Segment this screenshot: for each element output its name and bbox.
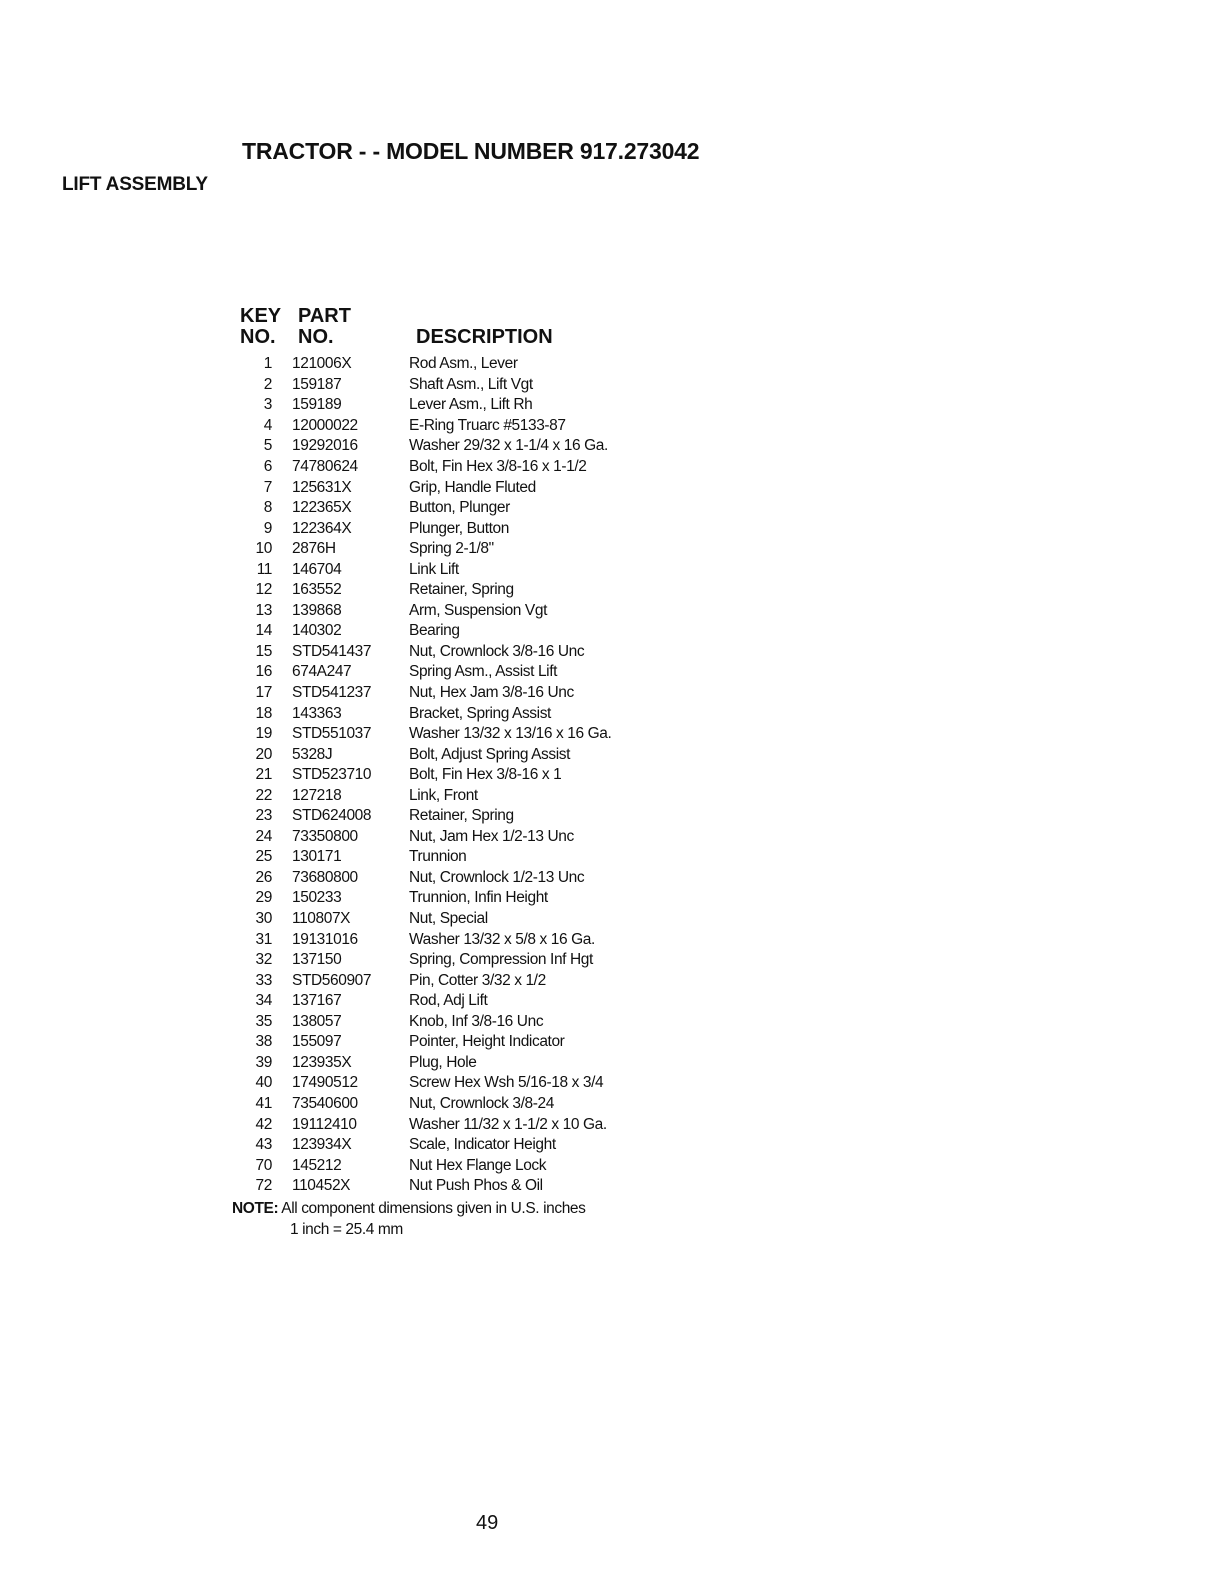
table-row xyxy=(236,868,796,889)
table-row xyxy=(236,847,796,868)
part-number: 150233 xyxy=(292,889,342,907)
part-description: Nut, Crownlock 3/8-24 xyxy=(409,1094,554,1112)
part-description: Washer 11/32 x 1-1/2 x 10 Ga. xyxy=(409,1115,607,1133)
column-header-description: DESCRIPTION xyxy=(416,326,553,348)
page-number: 49 xyxy=(476,1512,499,1534)
part-number: 121006X xyxy=(292,355,352,373)
key-number: 6 xyxy=(263,458,272,475)
part-number: STD523710 xyxy=(292,766,372,784)
part-number: 123934X xyxy=(292,1136,352,1154)
part-description: Nut, Jam Hex 1/2-13 Unc xyxy=(409,827,574,845)
key-number: 13 xyxy=(255,601,272,619)
key-number: 32 xyxy=(255,951,272,969)
key-number: 20 xyxy=(255,745,272,763)
part-number: STD541437 xyxy=(292,642,372,660)
part-number: 73680800 xyxy=(292,868,358,886)
part-number: 674A247 xyxy=(292,663,352,681)
key-number: 38 xyxy=(255,1033,272,1051)
key-number: 34 xyxy=(255,992,272,1010)
part-description: Scale, Indicator Height xyxy=(409,1136,556,1154)
key-number: 14 xyxy=(255,622,272,640)
table-row xyxy=(236,806,796,827)
table-row xyxy=(236,559,796,580)
table-row xyxy=(236,991,796,1012)
part-description: Bolt, Fin Hex 3/8-16 x 1 xyxy=(409,766,562,784)
part-description: Bracket, Spring Assist xyxy=(409,704,551,722)
part-description: Bolt, Fin Hex 3/8-16 x 1-1/2 xyxy=(409,458,587,475)
part-number: 143363 xyxy=(292,704,342,722)
part-number: 73540600 xyxy=(292,1094,358,1112)
part-number: 137150 xyxy=(292,951,342,969)
table-row xyxy=(236,785,796,806)
part-number: 110452X xyxy=(292,1177,351,1195)
key-number: 8 xyxy=(263,499,272,517)
part-number: 137167 xyxy=(292,992,342,1010)
part-number: 2876H xyxy=(292,540,336,558)
key-number: 40 xyxy=(255,1074,272,1092)
part-description: Rod, Adj Lift xyxy=(409,992,488,1010)
part-description: Washer 13/32 x 13/16 x 16 Ga. xyxy=(409,725,612,743)
part-description: Retainer, Spring xyxy=(409,581,514,599)
table-row xyxy=(236,416,796,437)
note xyxy=(232,1200,586,1218)
part-number: STD541237 xyxy=(292,684,372,702)
table-row xyxy=(236,457,796,478)
key-number: 3 xyxy=(263,396,272,414)
key-number: 21 xyxy=(255,766,272,784)
table-row xyxy=(236,539,796,560)
part-description: Lever Asm., Lift Rh xyxy=(409,396,533,414)
part-number: 145212 xyxy=(292,1156,342,1174)
key-number: 43 xyxy=(255,1136,272,1154)
part-number: STD551037 xyxy=(292,725,372,743)
part-number: 122364X xyxy=(292,519,352,537)
table-row xyxy=(236,436,796,457)
part-description: Screw Hex Wsh 5/16-18 x 3/4 xyxy=(409,1074,604,1092)
column-header-part-line1: PART xyxy=(298,305,351,327)
part-description: Bolt, Adjust Spring Assist xyxy=(409,745,571,763)
part-number: 74780624 xyxy=(292,458,358,475)
part-number: 140302 xyxy=(292,622,342,640)
part-description: Retainer, Spring xyxy=(409,807,514,825)
key-number: 72 xyxy=(255,1177,272,1195)
part-number: 127218 xyxy=(292,786,342,804)
part-number: 19131016 xyxy=(292,930,358,948)
key-number: 7 xyxy=(263,478,272,496)
part-description: Nut Push Phos & Oil xyxy=(409,1177,543,1195)
table-row xyxy=(236,970,796,991)
key-number: 35 xyxy=(255,1012,272,1030)
key-number: 5 xyxy=(263,437,272,455)
table-row xyxy=(236,1012,796,1033)
table-row xyxy=(236,1155,796,1176)
part-number: 159187 xyxy=(292,375,342,393)
key-number: 70 xyxy=(255,1156,272,1174)
part-description: Rod Asm., Lever xyxy=(409,355,518,373)
key-number: 1 xyxy=(263,355,272,373)
table-row xyxy=(236,765,796,786)
key-number: 4 xyxy=(263,416,272,434)
table-row xyxy=(236,929,796,950)
key-number: 10 xyxy=(255,540,272,558)
part-description: Nut, Crownlock 1/2-13 Unc xyxy=(409,868,585,886)
part-description: Shaft Asm., Lift Vgt xyxy=(409,375,533,393)
part-description: Button, Plunger xyxy=(409,499,510,517)
part-description: Arm, Suspension Vgt xyxy=(409,601,548,619)
part-description: Nut, Crownlock 3/8-16 Unc xyxy=(409,642,585,660)
part-description: Link, Front xyxy=(409,786,478,804)
key-number: 16 xyxy=(255,663,272,681)
part-number: 155097 xyxy=(292,1033,342,1051)
part-number: 110807X xyxy=(292,910,351,928)
key-number: 30 xyxy=(255,910,272,928)
key-number: 31 xyxy=(255,930,272,948)
key-number: 17 xyxy=(255,684,272,702)
table-row xyxy=(236,1094,796,1115)
part-number: 130171 xyxy=(292,848,342,866)
key-number: 42 xyxy=(255,1115,272,1133)
page-title: TRACTOR - - MODEL NUMBER 917.273042 xyxy=(242,138,700,164)
part-number: STD560907 xyxy=(292,971,372,989)
table-row xyxy=(236,1176,796,1197)
table-row xyxy=(236,395,796,416)
part-description: Nut, Hex Jam 3/8-16 Unc xyxy=(409,684,574,702)
part-description: Pin, Cotter 3/32 x 1/2 xyxy=(409,971,546,989)
part-number: 163552 xyxy=(292,581,342,599)
part-number: 122365X xyxy=(292,499,352,517)
key-number: 15 xyxy=(255,642,272,660)
table-row xyxy=(236,375,796,396)
part-number: STD624008 xyxy=(292,807,372,825)
note-text: All component dimensions given in U.S. inches xyxy=(278,1200,586,1217)
table-row xyxy=(236,703,796,724)
key-number: 18 xyxy=(255,704,272,722)
part-description: Link Lift xyxy=(409,560,459,578)
part-description: Spring Asm., Assist Lift xyxy=(409,663,558,681)
part-description: Grip, Handle Fluted xyxy=(409,478,536,496)
part-description: Spring 2-1/8" xyxy=(409,540,494,558)
part-number: 5328J xyxy=(292,745,333,763)
key-number: 33 xyxy=(255,971,272,989)
table-row xyxy=(236,621,796,642)
table-row xyxy=(236,1114,796,1135)
part-number: 125631X xyxy=(292,478,352,496)
part-description: Nut, Special xyxy=(409,910,488,928)
key-number: 9 xyxy=(263,519,272,537)
table-row xyxy=(236,1073,796,1094)
part-number: 73350800 xyxy=(292,827,358,845)
table-row xyxy=(236,580,796,601)
table-row xyxy=(236,662,796,683)
table-row xyxy=(236,498,796,519)
key-number: 22 xyxy=(255,786,272,804)
part-number: 159189 xyxy=(292,396,342,414)
part-description: Knob, Inf 3/8-16 Unc xyxy=(409,1012,544,1030)
key-number: 12 xyxy=(255,581,272,599)
key-number: 23 xyxy=(255,807,272,825)
part-description: Spring, Compression Inf Hgt xyxy=(409,951,593,969)
part-number: 146704 xyxy=(292,560,342,578)
table-row xyxy=(236,642,796,663)
key-number: 2 xyxy=(263,375,272,393)
table-row xyxy=(236,601,796,622)
column-header-part-line2: NO. xyxy=(298,326,334,348)
section-title: LIFT ASSEMBLY xyxy=(62,174,208,195)
column-header-key-line2: NO. xyxy=(240,326,276,348)
table-row xyxy=(236,827,796,848)
key-number: 26 xyxy=(255,868,272,886)
part-description: Plunger, Button xyxy=(409,519,509,537)
key-number: 39 xyxy=(255,1053,272,1071)
table-row xyxy=(236,518,796,539)
table-row xyxy=(236,1135,796,1156)
key-number: 11 xyxy=(256,560,272,578)
table-row xyxy=(236,744,796,765)
key-number: 24 xyxy=(255,827,272,845)
table-row xyxy=(236,477,796,498)
part-description: Washer 13/32 x 5/8 x 16 Ga. xyxy=(409,930,595,948)
key-number: 41 xyxy=(255,1094,272,1112)
part-description: Washer 29/32 x 1-1/4 x 16 Ga. xyxy=(409,437,608,455)
key-number: 25 xyxy=(255,848,272,866)
table-row xyxy=(236,354,796,375)
part-description: Trunnion xyxy=(409,848,467,866)
part-description: E-Ring Truarc #5133-87 xyxy=(409,416,566,434)
note-conversion: 1 inch = 25.4 mm xyxy=(290,1221,403,1238)
column-header-key-line1: KEY xyxy=(240,305,282,327)
part-number: 139868 xyxy=(292,601,342,619)
part-number: 123935X xyxy=(292,1053,352,1071)
table-row xyxy=(236,683,796,704)
part-number: 17490512 xyxy=(292,1074,358,1092)
part-description: Bearing xyxy=(409,622,460,640)
part-number: 19292016 xyxy=(292,437,358,455)
key-number: 19 xyxy=(255,725,272,743)
part-number: 138057 xyxy=(292,1012,342,1030)
parts-table xyxy=(236,354,796,1196)
table-row xyxy=(236,888,796,909)
table-row xyxy=(236,1053,796,1074)
part-number: 19112410 xyxy=(292,1115,357,1133)
note-label: NOTE: xyxy=(232,1200,279,1217)
part-number: 12000022 xyxy=(292,416,358,434)
key-number: 29 xyxy=(255,889,272,907)
table-row xyxy=(236,724,796,745)
part-description: Plug, Hole xyxy=(409,1053,477,1071)
part-description: Trunnion, Infin Height xyxy=(409,889,548,907)
table-row xyxy=(236,950,796,971)
part-description: Nut Hex Flange Lock xyxy=(409,1156,547,1174)
part-description: Pointer, Height Indicator xyxy=(409,1033,565,1051)
table-row xyxy=(236,909,796,930)
table-row xyxy=(236,1032,796,1053)
